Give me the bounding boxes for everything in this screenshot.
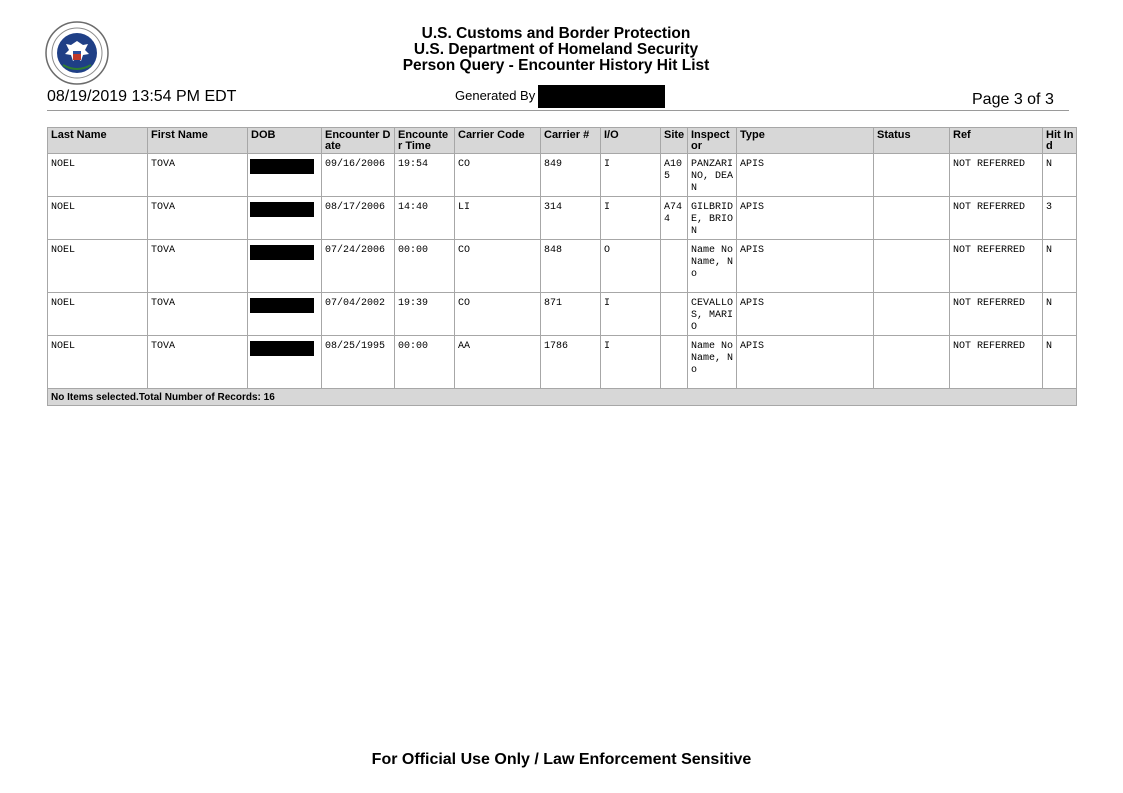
inspector-cell: Name No Name, No xyxy=(688,336,737,389)
last-name-cell: NOEL xyxy=(48,336,148,389)
table-row[interactable] xyxy=(48,293,1077,336)
header-divider xyxy=(47,110,1069,111)
site-cell: A744 xyxy=(661,197,688,240)
hit-ind-cell: 3 xyxy=(1043,197,1077,240)
type-cell: APIS xyxy=(737,197,874,240)
column-header[interactable]: Type xyxy=(737,128,874,154)
io-cell: I xyxy=(601,293,661,336)
first-name-cell: TOVA xyxy=(148,293,248,336)
status-cell xyxy=(874,154,950,197)
inspector-cell: GILBRIDE, BRION xyxy=(688,197,737,240)
carrier-number-cell: 849 xyxy=(541,154,601,197)
column-header[interactable]: Ref xyxy=(950,128,1043,154)
dob-cell xyxy=(248,293,322,336)
encounter-time-cell: 14:40 xyxy=(395,197,455,240)
io-cell: O xyxy=(601,240,661,293)
ref-cell: NOT REFERRED xyxy=(950,240,1043,293)
type-cell: APIS xyxy=(737,293,874,336)
table-row[interactable] xyxy=(48,154,1077,197)
site-cell xyxy=(661,240,688,293)
hit-ind-cell: N xyxy=(1043,154,1077,197)
report-header xyxy=(300,26,812,74)
type-cell: APIS xyxy=(737,240,874,293)
carrier-code-cell: CO xyxy=(455,293,541,336)
carrier-code-cell: CO xyxy=(455,240,541,293)
last-name-cell: NOEL xyxy=(48,154,148,197)
type-cell: APIS xyxy=(737,154,874,197)
dob-redaction xyxy=(250,298,314,313)
dob-redaction xyxy=(250,245,314,260)
encounter-date-cell: 07/04/2002 xyxy=(322,293,395,336)
carrier-number-cell: 848 xyxy=(541,240,601,293)
dob-cell xyxy=(248,197,322,240)
table-summary-row xyxy=(48,389,1077,406)
ref-cell: NOT REFERRED xyxy=(950,197,1043,240)
hit-ind-cell: N xyxy=(1043,240,1077,293)
carrier-code-cell: CO xyxy=(455,154,541,197)
last-name-cell: NOEL xyxy=(48,197,148,240)
encounter-time-cell: 19:54 xyxy=(395,154,455,197)
ref-cell: NOT REFERRED xyxy=(950,154,1043,197)
hit-ind-cell: N xyxy=(1043,293,1077,336)
first-name-cell: TOVA xyxy=(148,240,248,293)
carrier-code-cell: LI xyxy=(455,197,541,240)
dhs-seal-icon xyxy=(45,21,109,85)
dob-cell xyxy=(248,336,322,389)
dob-redaction xyxy=(250,159,314,174)
inspector-cell: PANZARINO, DEAN xyxy=(688,154,737,197)
ref-cell: NOT REFERRED xyxy=(950,293,1043,336)
generated-by-redaction xyxy=(538,85,665,108)
table-row[interactable] xyxy=(48,240,1077,293)
table-row[interactable] xyxy=(48,336,1077,389)
io-cell: I xyxy=(601,197,661,240)
dob-redaction xyxy=(250,202,314,217)
carrier-code-cell: AA xyxy=(455,336,541,389)
carrier-number-cell: 314 xyxy=(541,197,601,240)
column-header[interactable]: Encounter Time xyxy=(395,128,455,154)
column-header[interactable]: Carrier # xyxy=(541,128,601,154)
classification-notice: For Official Use Only / Law Enforcement Sensitive xyxy=(371,751,752,768)
first-name-cell: TOVA xyxy=(148,336,248,389)
encounter-time-cell: 19:39 xyxy=(395,293,455,336)
report-title: Person Query - Encounter History Hit List xyxy=(402,57,710,74)
status-cell xyxy=(874,336,950,389)
type-cell: APIS xyxy=(737,336,874,389)
io-cell: I xyxy=(601,154,661,197)
status-cell xyxy=(874,197,950,240)
dob-cell xyxy=(248,154,322,197)
dob-redaction xyxy=(250,341,314,356)
carrier-number-cell: 871 xyxy=(541,293,601,336)
encounter-date-cell: 07/24/2006 xyxy=(322,240,395,293)
encounter-date-cell: 09/16/2006 xyxy=(322,154,395,197)
first-name-cell: TOVA xyxy=(148,154,248,197)
department-name: U.S. Department of Homeland Security xyxy=(413,41,699,58)
column-header[interactable]: Inspector xyxy=(688,128,737,154)
column-header[interactable]: First Name xyxy=(148,128,248,154)
column-header[interactable]: Last Name xyxy=(48,128,148,154)
column-header[interactable]: Encounter Date xyxy=(322,128,395,154)
table-row[interactable] xyxy=(48,197,1077,240)
page-number: Page 3 of 3 xyxy=(972,91,1054,108)
encounter-date-cell: 08/25/1995 xyxy=(322,336,395,389)
status-cell xyxy=(874,293,950,336)
table-header-row xyxy=(48,128,1077,154)
column-header[interactable]: Site xyxy=(661,128,688,154)
agency-name: U.S. Customs and Border Protection xyxy=(421,25,691,42)
column-header[interactable]: DOB xyxy=(248,128,322,154)
last-name-cell: NOEL xyxy=(48,293,148,336)
dob-cell xyxy=(248,240,322,293)
report-timestamp: 08/19/2019 13:54 PM EDT xyxy=(47,88,237,105)
carrier-number-cell: 1786 xyxy=(541,336,601,389)
column-header[interactable]: Status xyxy=(874,128,950,154)
hit-ind-cell: N xyxy=(1043,336,1077,389)
column-header[interactable]: Carrier Code xyxy=(455,128,541,154)
first-name-cell: TOVA xyxy=(148,197,248,240)
encounter-time-cell: 00:00 xyxy=(395,240,455,293)
site-cell xyxy=(661,293,688,336)
encounter-time-cell: 00:00 xyxy=(395,336,455,389)
record-count-summary: No Items selected.Total Number of Records: 16 xyxy=(48,389,1077,406)
io-cell: I xyxy=(601,336,661,389)
site-cell: A105 xyxy=(661,154,688,197)
column-header[interactable]: Hit Ind xyxy=(1043,128,1077,154)
status-cell xyxy=(874,240,950,293)
inspector-cell: CEVALLOS, MARIO xyxy=(688,293,737,336)
inspector-cell: Name No Name, No xyxy=(688,240,737,293)
encounter-date-cell: 08/17/2006 xyxy=(322,197,395,240)
encounter-history-table xyxy=(47,127,1077,406)
last-name-cell: NOEL xyxy=(48,240,148,293)
column-header[interactable]: I/O xyxy=(601,128,661,154)
ref-cell: NOT REFERRED xyxy=(950,336,1043,389)
generated-by-label: Generated By xyxy=(455,88,536,103)
site-cell xyxy=(661,336,688,389)
